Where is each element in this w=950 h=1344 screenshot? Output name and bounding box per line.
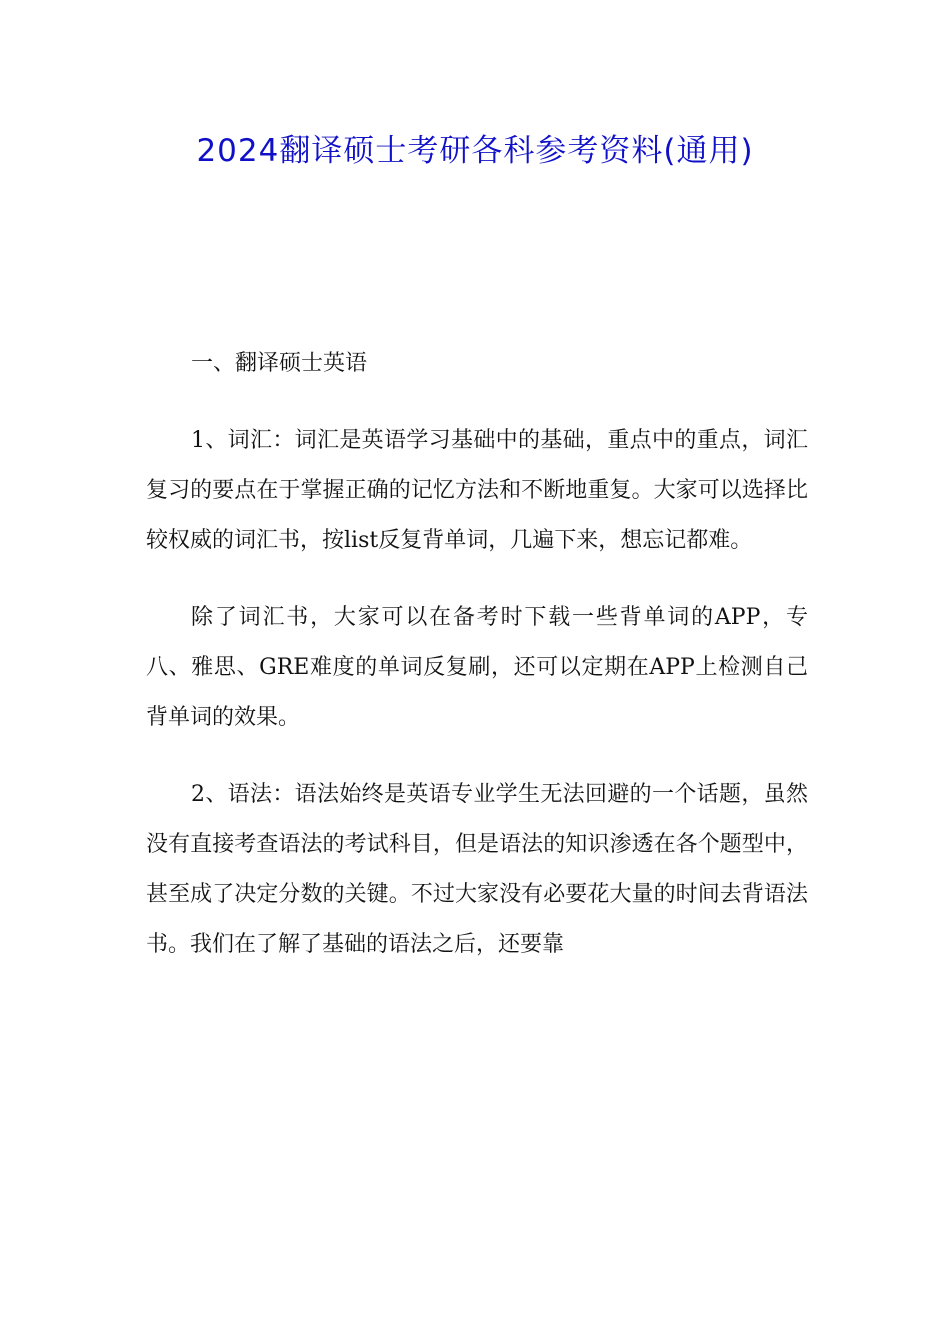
paragraph-vocabulary-apps: 除了词汇书，大家可以在备考时下载一些背单词的APP，专八、雅思、GRE难度的单词反复刷，还可以定期在APP上检测自己背单词的效果。 — [146, 605, 808, 730]
section-heading-english: 一、翻译硕士英语 — [191, 351, 368, 376]
paragraph-grammar: 2、语法：语法始终是英语专业学生无法回避的一个话题，虽然没有直接考查语法的考试科目，但是语法的知识渗透在各个题型中，甚至成了决定分数的关键。不过大家没有必要花大量的时间去背语法书。我们在了解了基础的语法之后，还要靠 — [146, 782, 808, 957]
document-title: 2024翻译硕士考研各科参考资料(通用) — [196, 133, 754, 169]
document-body — [146, 339, 808, 997]
paragraph-vocabulary: 1、词汇：词汇是英语学习基础中的基础，重点中的重点，词汇复习的要点在于掌握正确的记忆方法和不断地重复。大家可以选择比较权威的词汇书，按list反复背单词，几遍下来，想忘记都难。 — [146, 428, 808, 553]
